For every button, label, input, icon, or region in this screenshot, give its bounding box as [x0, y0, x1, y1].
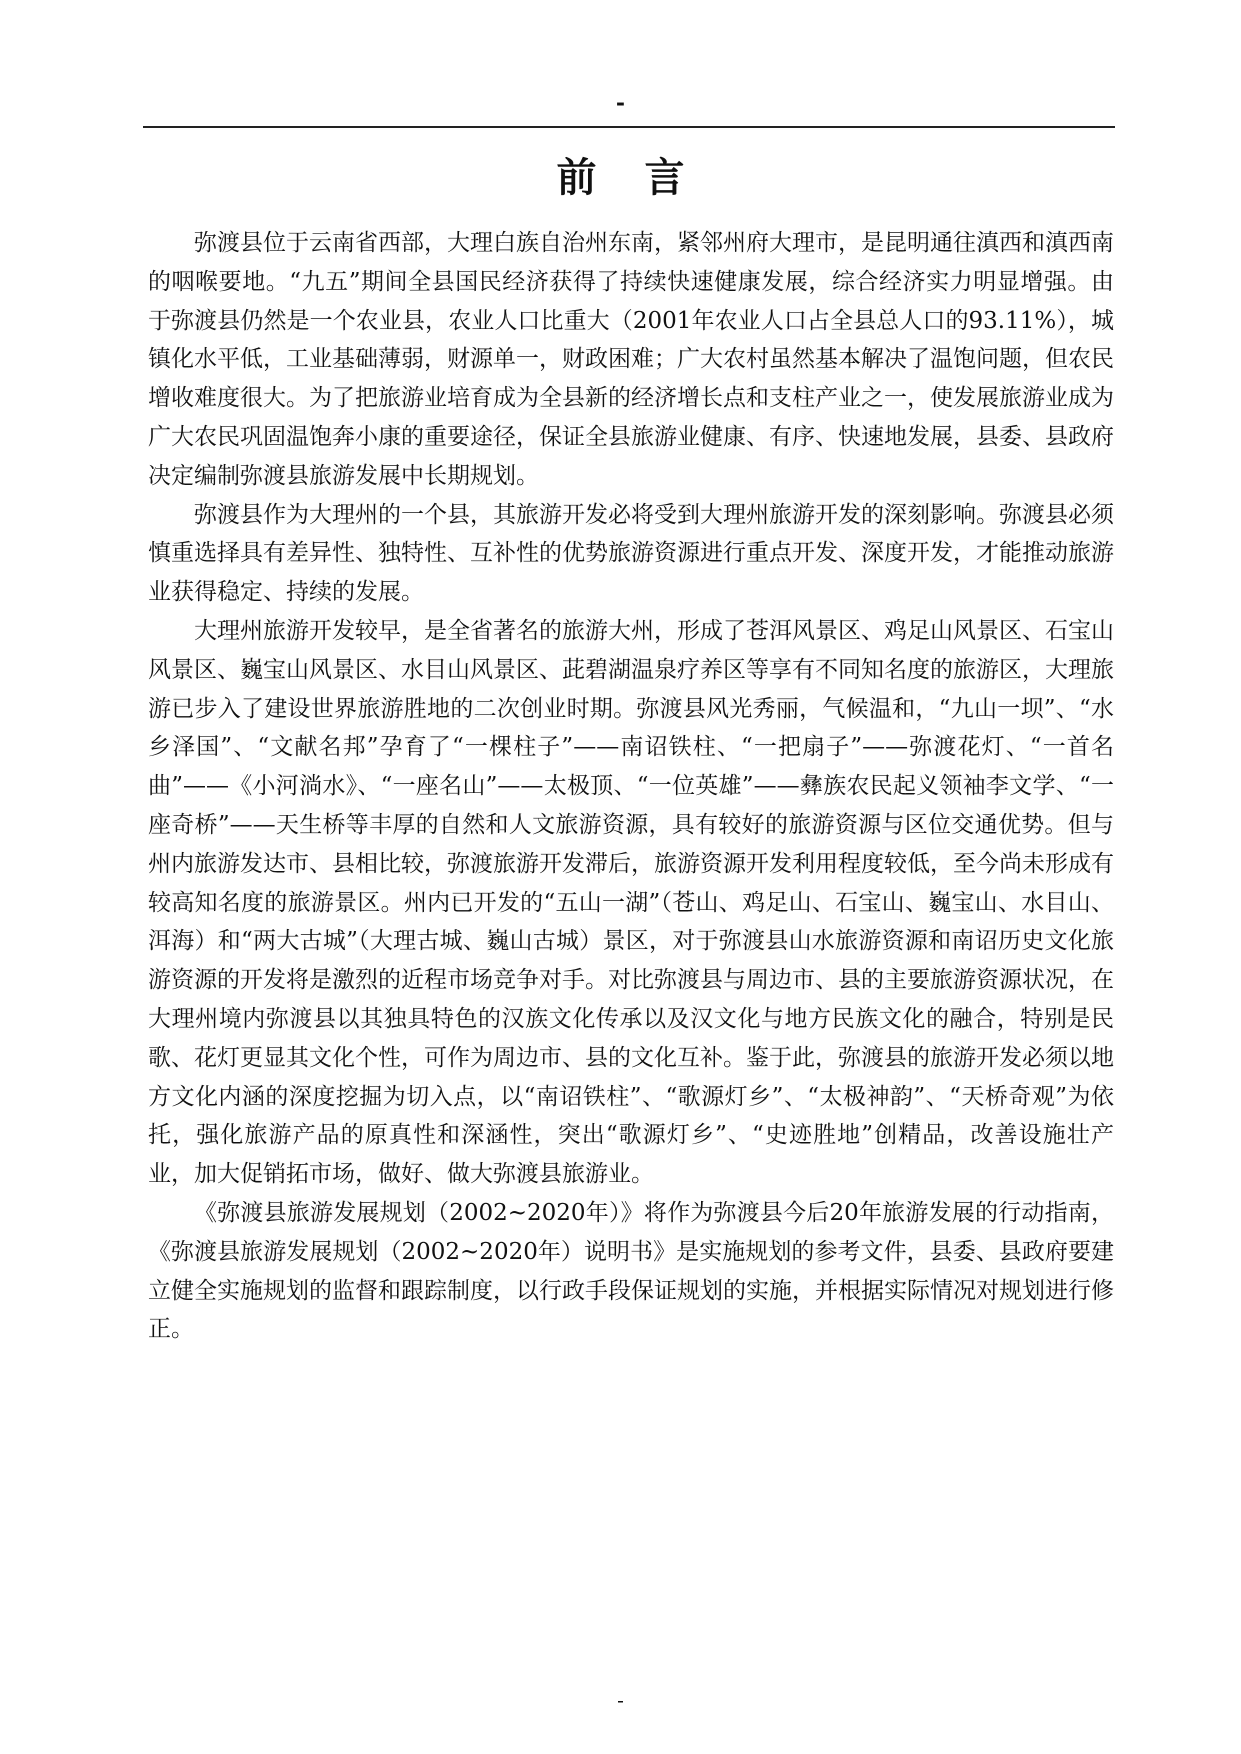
- page-title: 前言: [556, 155, 733, 201]
- header-mark: -: [615, 90, 626, 116]
- paragraph-intro: 弥渡县位于云南省西部，大理白族自治州东南，紧邻州府大理市，是昆明通往滇西和滇西南的咽喉要地。“九五”期间全县国民经济获得了持续快速健康发展，综合经济实力明显增强。由于弥渡县仍然是一个农业县，农业人口比重大（2001年农业人口占全县总人口的93.11%），城镇化水平低，工业基础薄弱，财源单一，财政困难；广大农村虽然基本解决了温饱问题，但农民增收难度很大。为了把旅游业培育成为全县新的经济增长点和支柱产业之一，使发展旅游业成为广大农民巩固温饱奔小康的重要途径，保证全县旅游业健康、有序、快速地发展，县委、县政府决定编制弥渡县旅游发展中长期规划。: [148, 230, 1114, 489]
- header-divider: [143, 126, 1115, 128]
- footer-mark: -: [617, 1688, 624, 1712]
- paragraph-tourism-resources: 大理州旅游开发较早，是全省著名的旅游大州，形成了苍洱风景区、鸡足山风景区、石宝山风景区、巍宝山风景区、水目山风景区、茈碧湖温泉疗养区等享有不同知名度的旅游区，大理旅游已步入了建设世界旅游胜地的二次创业时期。弥渡县风光秀丽，气候温和，“九山一坝”、“水乡泽国”、“文献名邦”孕育了“一棵柱子”——南诏铁柱、“一把扇子”——弥渡花灯、“一首名曲”——《小河淌水》、“一座名山”——太极顶、“一位英雄”——彝族农民起义领袖李文学、“一座奇桥”——天生桥等丰厚的自然和人文旅游资源，具有较好的旅游资源与区位交通优势。但与州内旅游发达市、县相比较，弥渡旅游开发滞后，旅游资源开发利用程度较低，至今尚未形成有较高知名度的旅游景区。州内已开发的“五山一湖”（苍山、鸡足山、石宝山、巍宝山、水目山、洱海）和“两大古城”（大理古城、巍山古城）景区，对于弥渡县山水旅游资源和南诏历史文化旅游资源的开发将是激烈的近程市场竞争对手。对比弥渡县与周边市、县的主要旅游资源状况，在大理州境内弥渡县以其独具特色的汉族文化传承以及汉文化与地方民族文化的融合，特别是民歌、花灯更显其文化个性，可作为周边市、县的文化互补。鉴于此，弥渡县的旅游开发必须以地方文化内涵的深度挖掘为切入点，以“南诏铁柱”、“歌源灯乡”、“太极神韵”、“天桥奇观”为依托，强化旅游产品的原真性和深涵性，突出“歌源灯乡”、“史迹胜地”创精品，改善设施壮产业，加大促销拓市场，做好、做大弥渡县旅游业。: [148, 617, 1114, 1188]
- paragraph-plan-purpose: 《弥渡县旅游发展规划（2002~2020年）》将作为弥渡县今后20年旅游发展的行动指南，《弥渡县旅游发展规划（2002~2020年）说明书》是实施规划的参考文件，县委、县政府要建立健全实施规划的监督和跟踪制度，以行政手段保证规划的实施，并根据实际情况对规划进行修正。: [148, 1199, 1114, 1343]
- paragraph-dali-influence: 弥渡县作为大理州的一个县，其旅游开发必将受到大理州旅游开发的深刻影响。弥渡县必须慎重选择具有差异性、独特性、互补性的优势旅游资源进行重点开发、深度开发，才能推动旅游业获得稳定、持续的发展。: [148, 501, 1114, 606]
- body-text: [148, 224, 1114, 1349]
